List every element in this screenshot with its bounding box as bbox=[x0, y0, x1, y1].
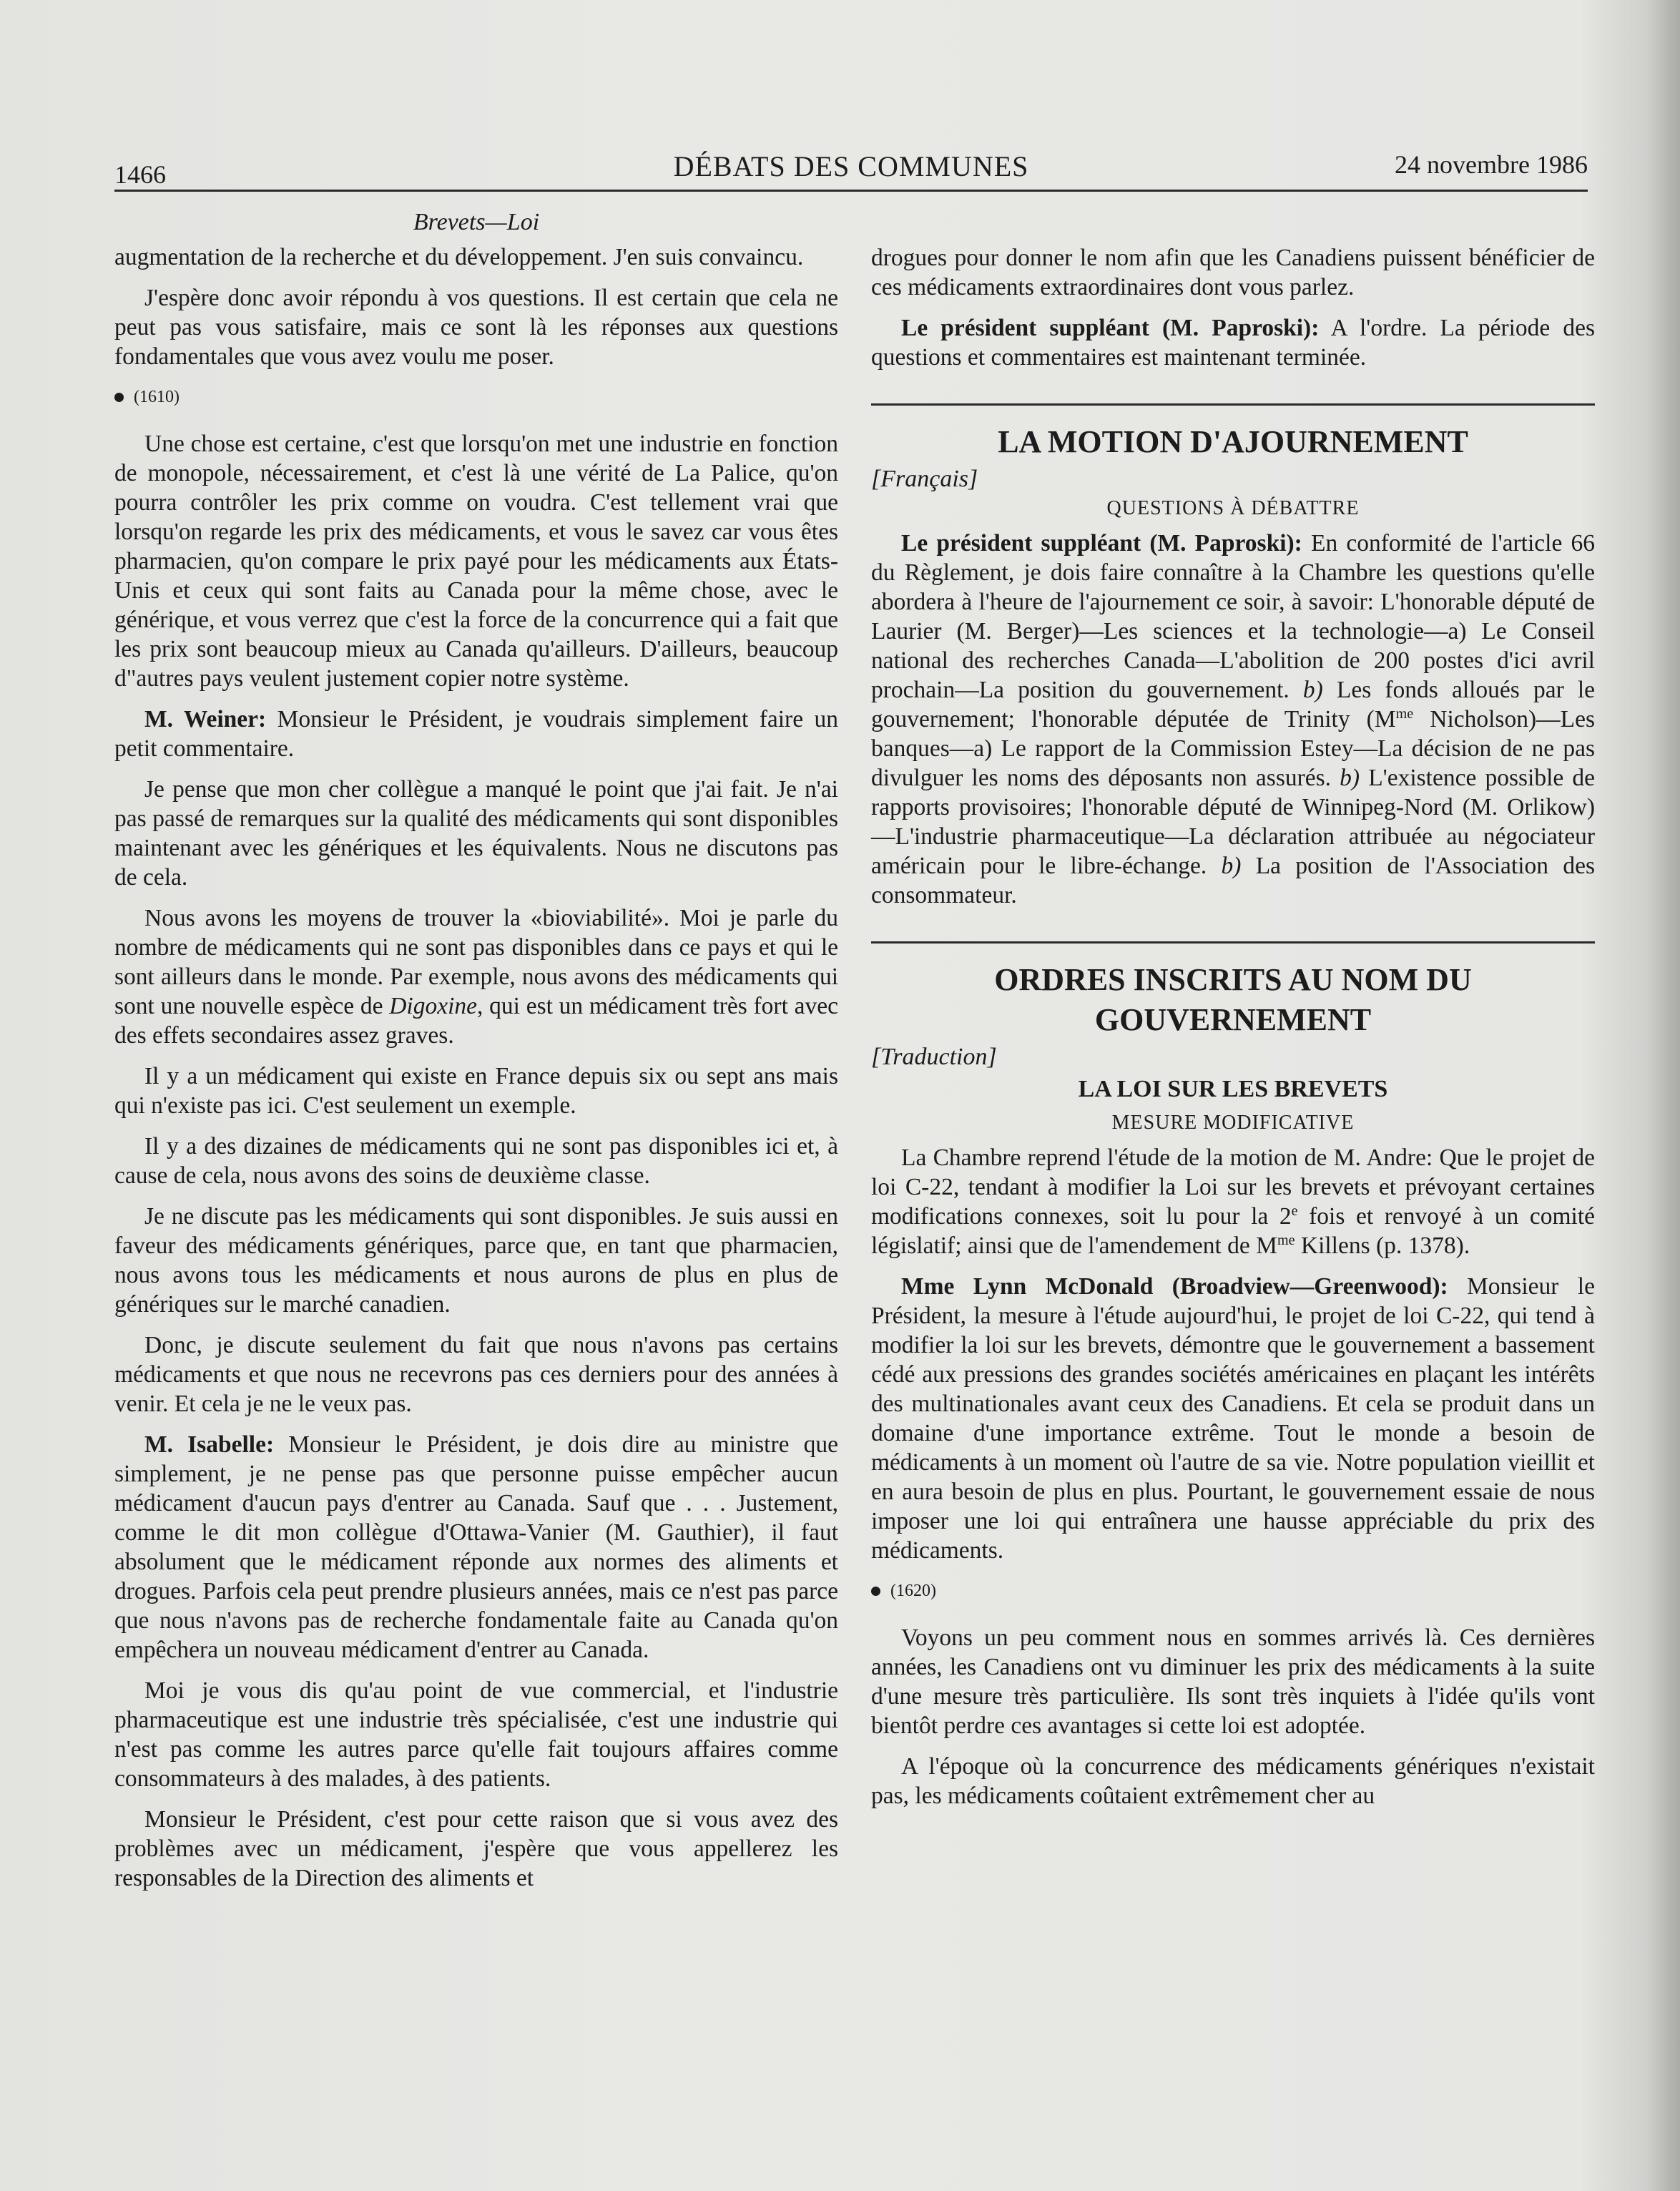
bullet-icon bbox=[114, 393, 124, 402]
speech-text: Monsieur le Président, je voudrais simplement faire un petit commentaire. bbox=[114, 706, 838, 762]
paragraph: A l'époque où la concurrence des médicaments génériques n'existait pas, les médicaments coûtaient extrêmement cher au bbox=[871, 1753, 1595, 1809]
paragraph: Je ne discute pas les médicaments qui sont disponibles. Je suis aussi en faveur des médicaments génériques, parce que, en tant que pharmacien, nous avons tous les médicaments et nous aurons de plus en plus de génériques sur le marché canadien. bbox=[114, 1203, 838, 1318]
drug-name: Digoxine bbox=[389, 993, 478, 1019]
speech-text: Monsieur le Président, je dois dire au ministre que simplement, je ne pense pas que personne puisse empêcher aucun médicament d'aucun pays d'entrer au Canada. Sauf que . . . Justement, comme le dit mon collègue d'Ottawa-Vanier (M. Gauthier), il faut absolument que le médicament réponde aux normes des aliments et drogues. Parfois cela peut prendre plusieurs années, mais ce n'est pas parce que nous n'avons pas de recherche fondamentale faite au Canada qu'on empêchera un nouveau médicament d'entrer au Canada. bbox=[114, 1431, 838, 1663]
speech-paragraph bbox=[871, 313, 1595, 372]
paragraph: Monsieur le Président, c'est pour cette raison que si vous avez des problèmes avec un médicament, j'espère que vous appellerez les responsables de la Direction des aliments et bbox=[114, 1806, 838, 1891]
page-number: 1466 bbox=[114, 160, 166, 189]
section-divider bbox=[871, 403, 1595, 406]
item-marker: b) bbox=[1221, 853, 1242, 879]
item-marker: b) bbox=[1340, 765, 1360, 791]
speaker-name: M. Isabelle: bbox=[144, 1431, 275, 1458]
publication-title: DÉBATS DES COMMUNES bbox=[673, 150, 1029, 182]
section-heading: LA MOTION D'AJOURNEMENT bbox=[998, 424, 1468, 459]
paragraph-text: , qui est un médicament très fort avec des effets secondaires assez graves. bbox=[114, 993, 838, 1049]
paragraph bbox=[871, 1143, 1595, 1260]
paragraph: Voyons un peu comment nous en sommes arrivés là. Ces dernières années, les Canadiens ont vu diminuer les prix des médicaments à la suite d'une mesure très particulière. Ils sont très inquiets à l'idée qu'ils vont bientôt perdre ces avantages si cette loi est adoptée. bbox=[871, 1624, 1595, 1739]
language-tag: [Traduction] bbox=[871, 1044, 997, 1070]
paragraph: Donc, je discute seulement du fait que nous n'avons pas certains médicaments et que nous ne recevrons pas ces derniers pour des années à venir. Et cela je ne le veux pas. bbox=[114, 1332, 838, 1417]
timestamp-text: (1610) bbox=[134, 388, 180, 406]
speech-text: Les fonds alloués par le gouvernement; l'honorable députée de Trinity (M bbox=[871, 677, 1596, 732]
paragraph: Moi je vous dis qu'au point de vue commercial, et l'industrie pharmaceutique est une industrie très spécialisée, c'est une industrie qui n'est pas comme les autres parce qu'elle fait toujours affaires comme consommateurs à des malades, à des patients. bbox=[114, 1677, 838, 1792]
paragraph bbox=[114, 903, 838, 1050]
left-column bbox=[114, 207, 838, 1904]
superscript: me bbox=[1277, 1232, 1295, 1248]
speech-text: L'existence possible de rapports provisoires; l'honorable député de Winnipeg-Nord (M. Orlikow)—L'industrie pharmaceutique—La déclaration attribuée au négociateur américain pour le libre-échange. bbox=[871, 765, 1595, 879]
timestamp-marker bbox=[114, 383, 838, 412]
paragraph: drogues pour donner le nom afin que les Canadiens puissent bénéficier de ces médicaments extraordinaires dont vous parlez. bbox=[871, 245, 1595, 300]
speaker-name: Le président suppléant (M. Paproski): bbox=[901, 315, 1320, 341]
timestamp-text: (1620) bbox=[890, 1582, 936, 1600]
paragraph-text: Nous avons les moyens de trouver la «bioviabilité». Moi je parle du nombre de médicaments qui ne sont pas disponibles dans ce pays et qui le sont ailleurs dans le monde. Par exemple, nous avons des médicaments qui sont une nouvelle espèce de bbox=[114, 905, 838, 1019]
speech-text: Monsieur le Président, la mesure à l'étude aujourd'hui, le projet de loi C-22, qui tend à modifier la loi sur les brevets, démontre que le gouvernement a bassement cédé aux pressions des grandes sociétés américaines en plaçant les intérêts des multinationales avant ceux des Canadiens. Et cela se produit dans un domaine d'une importance extrême. Tout le monde a besoin de médicaments à un moment où l'autre de sa vie. Notre population vieillit et en aura besoin de plus en plus. Pourtant, le gouvernement essaie de nous imposer une loi qui entraînera une hausse appréciable du prix des médicaments. bbox=[871, 1273, 1595, 1564]
paragraph: Une chose est certaine, c'est que lorsqu'on met une industrie en fonction de monopole, nécessairement, et c'est là une vérité de La Palice, qu'on pourra contrôler les prix comme on voudra. C'est tellement vrai que lorsqu'on regarde les prix des médicaments, et vous le savez car vous êtes pharmacien, qu'on compare le prix payé pour les médicaments aux États-Unis et ceux qui sont faits au Canada pour la même chose, avec le générique, et vous verrez que c'est la force de la concurrence qui a fait que les prix sont beaucoup mieux au Canada qu'ailleurs. D'ailleurs, beaucoup d"autres pays veulent justement copier notre système. bbox=[114, 431, 838, 692]
superscript: me bbox=[1395, 705, 1414, 722]
paragraph: Il y a un médicament qui existe en France depuis six ou sept ans mais qui n'existe pas ici. C'est seulement un exemple. bbox=[114, 1063, 838, 1119]
subheading: MESURE MODIFICATIVE bbox=[1111, 1112, 1355, 1134]
speech-text: La position de l'Association des consommateur. bbox=[871, 853, 1596, 908]
speech-text: A l'ordre. La période des questions et commentaires est maintenant terminée. bbox=[871, 315, 1595, 371]
paragraph: Il y a des dizaines de médicaments qui ne sont pas disponibles ici et, à cause de cela, nous avons des soins de deuxième classe. bbox=[114, 1133, 838, 1189]
running-head bbox=[114, 147, 1588, 192]
paragraph-text: La Chambre reprend l'étude de la motion de M. Andre: Que le projet de loi C-22, tendant à modifier la Loi sur les brevets et prévoyant certaines modifications connexes, soit lu pour la 2 bbox=[871, 1144, 1595, 1230]
speaker-name: Le président suppléant (M. Paproski): bbox=[901, 530, 1302, 557]
section-subject: Brevets—Loi bbox=[413, 209, 540, 235]
speech-paragraph bbox=[114, 1430, 838, 1665]
section-heading-line1: ORDRES INSCRITS AU NOM DU bbox=[994, 962, 1472, 997]
speech-text: En conformité de l'article 66 du Règlement, je dois faire connaître à la Chambre les questions qu'elle abordera à l'heure de l'ajournement ce soir, à savoir: L'honorable député de Laurier (M. Berger)—Les sciences et la technologie—a) Le Conseil national des recherches Canada—L'abolition de 200 postes d'ici avril prochain—La position du gouvernement. bbox=[871, 530, 1595, 703]
paragraph-text: Killens (p. 1378). bbox=[1295, 1232, 1470, 1259]
paragraph-text: fois et renvoyé à un comité législatif; ainsi que de l'amendement de M bbox=[871, 1203, 1595, 1259]
language-tag: [Français] bbox=[871, 466, 978, 492]
timestamp-marker bbox=[871, 1577, 1595, 1606]
speaker-name: Mme Lynn McDonald (Broadview—Greenwood): bbox=[901, 1273, 1448, 1300]
paragraph: Je pense que mon cher collègue a manqué le point que j'ai fait. Je n'ai pas passé de remarques sur la qualité des médicaments qui sont disponibles maintenant avec les génériques et les équivalents. Nous ne discutons pas de cela. bbox=[114, 776, 838, 891]
section-heading-line2: GOUVERNEMENT bbox=[1094, 1002, 1372, 1037]
speaker-name: M. Weiner: bbox=[144, 706, 267, 732]
subheading: QUESTIONS À DÉBATTRE bbox=[1106, 497, 1360, 519]
speech-paragraph bbox=[114, 705, 838, 763]
page-date: 24 novembre 1986 bbox=[1395, 150, 1588, 179]
superscript: e bbox=[1291, 1202, 1298, 1219]
speech-text: Nicholson)—Les banques—a) Le rapport de la Commission Estey—La décision de ne pas divulguer les noms des déposants non assurés. bbox=[871, 706, 1595, 791]
right-column bbox=[871, 243, 1595, 1822]
section-divider bbox=[871, 941, 1595, 943]
subheading: LA LOI SUR LES BREVETS bbox=[1078, 1076, 1388, 1102]
paragraph: J'espère donc avoir répondu à vos questions. Il est certain que cela ne peut pas vous satisfaire, mais ce sont là les réponses aux questions fondamentales que vous avez voulu me poser. bbox=[114, 285, 838, 370]
speech-paragraph bbox=[871, 529, 1595, 910]
paragraph: augmentation de la recherche et du développement. J'en suis convaincu. bbox=[114, 244, 804, 270]
bullet-icon bbox=[871, 1587, 880, 1596]
item-marker: b) bbox=[1302, 677, 1323, 703]
speech-paragraph bbox=[871, 1272, 1595, 1565]
